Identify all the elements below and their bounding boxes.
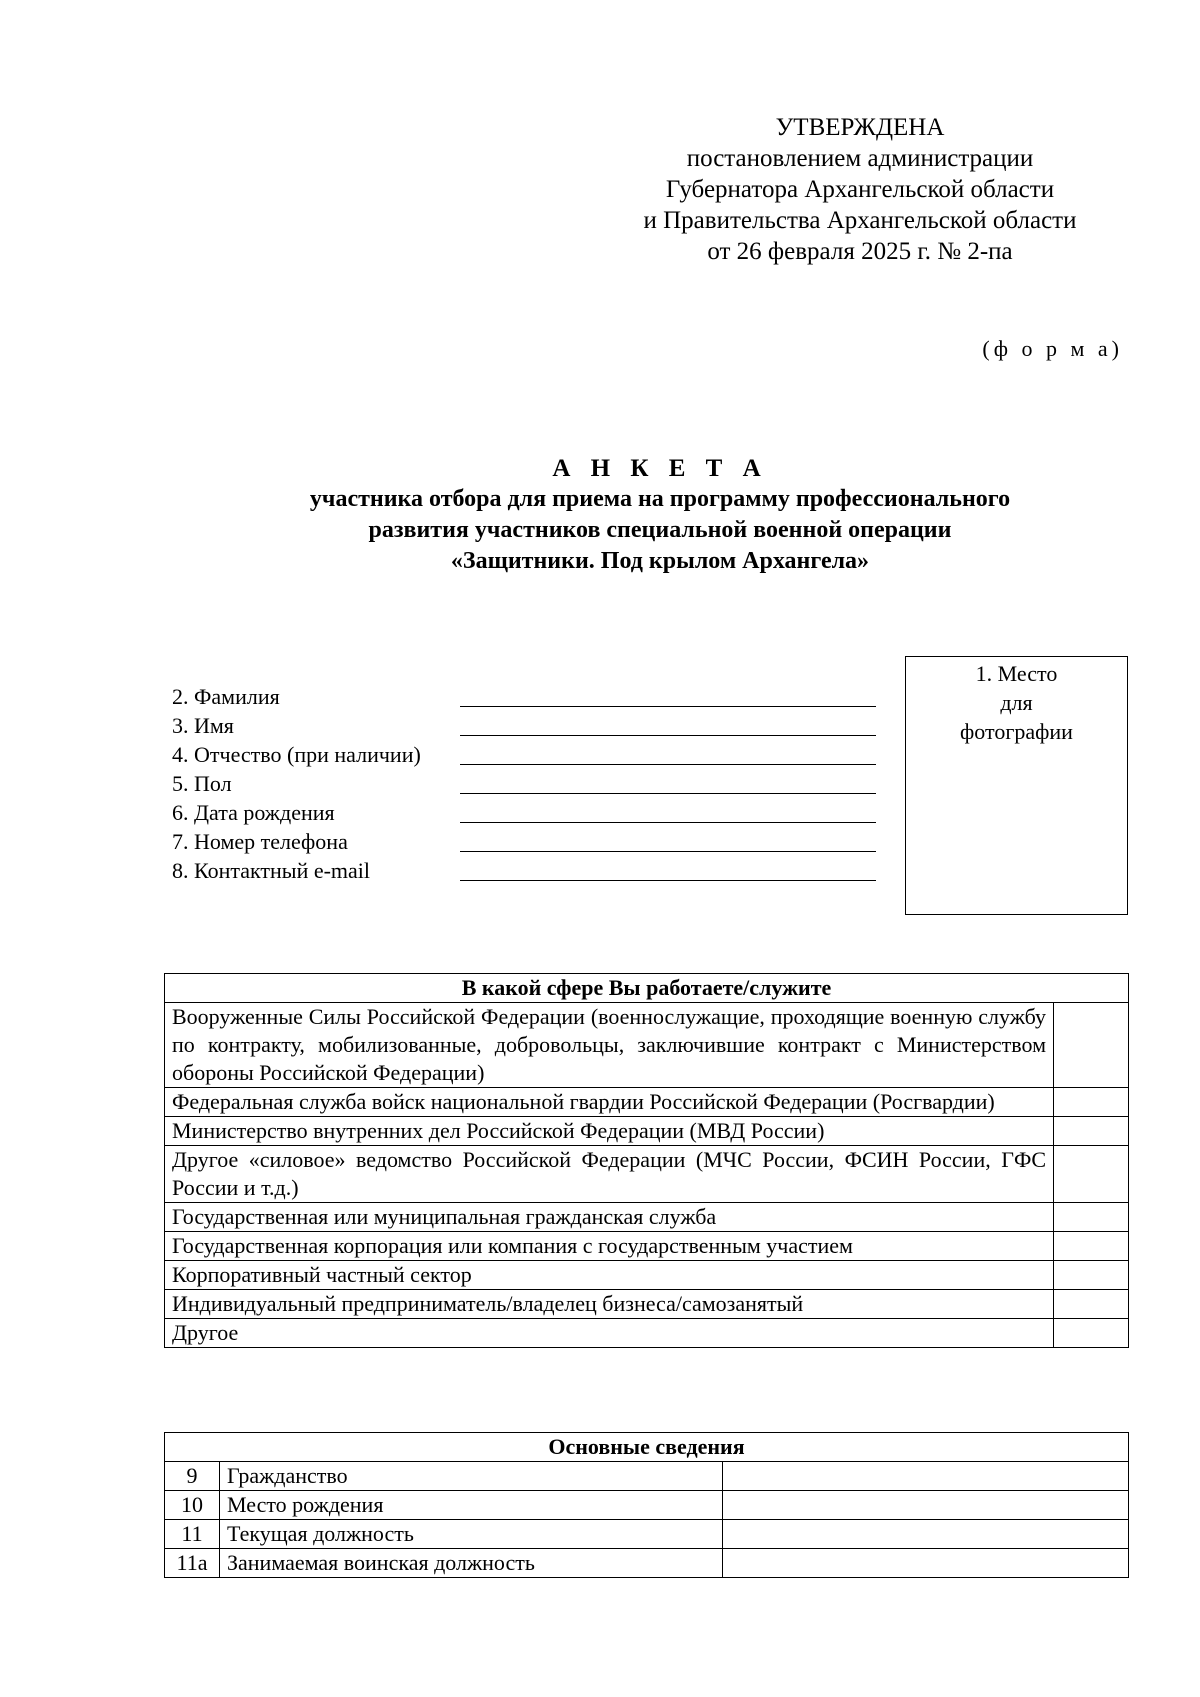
photo-label-line: 1. Место: [975, 661, 1058, 686]
field-label: 5. Пол: [172, 771, 232, 796]
row-number: 9: [165, 1462, 220, 1491]
field-row-surname: [172, 682, 421, 711]
title-line: участника отбора для приема на программу профессионального: [309, 486, 1011, 512]
sex-input-line[interactable]: [460, 793, 876, 794]
row-number: 11: [165, 1520, 220, 1549]
field-label: 7. Номер телефона: [172, 829, 348, 854]
approval-line: постановлением администрации: [686, 145, 1034, 172]
basic-table-header: Основные сведения: [165, 1433, 1129, 1462]
table-row: [165, 1549, 1129, 1578]
row-label: Место рождения: [220, 1491, 723, 1520]
sphere-option-cell[interactable]: [1054, 1146, 1129, 1203]
table-row: [165, 1003, 1129, 1088]
sphere-option-cell[interactable]: [1054, 1003, 1129, 1088]
birthdate-input-line[interactable]: [460, 822, 876, 823]
row-number: 11а: [165, 1549, 220, 1578]
table-row: [165, 1146, 1129, 1203]
field-row-birthdate: [172, 798, 421, 827]
table-row: [165, 1319, 1129, 1348]
field-label: 8. Контактный e-mail: [172, 858, 371, 883]
phone-input-line[interactable]: [460, 851, 876, 852]
title-main: А Н К Е Т А: [552, 455, 768, 482]
sphere-option-label: Другое: [165, 1319, 1054, 1348]
surname-input-line[interactable]: [460, 706, 876, 707]
field-label: 2. Фамилия: [172, 684, 280, 709]
sphere-option-label: Другое «силовое» ведомство Российской Федерации (МЧС России, ФСИН России, ГФС России и т.д.): [165, 1146, 1054, 1203]
sphere-option-label: Федеральная служба войск национальной гвардии Российской Федерации (Росгвардии): [165, 1088, 1054, 1117]
field-row-phone: [172, 827, 421, 856]
approval-block: [600, 112, 1120, 267]
table-row: [165, 1117, 1129, 1146]
sphere-option-cell[interactable]: [1054, 1261, 1129, 1290]
personal-fields: [172, 682, 421, 885]
sphere-option-cell[interactable]: [1054, 1232, 1129, 1261]
sphere-option-cell[interactable]: [1054, 1117, 1129, 1146]
sphere-option-label: Государственная корпорация или компания с государственным участием: [165, 1232, 1054, 1261]
sphere-option-label: Государственная или муниципальная гражданская служба: [165, 1203, 1054, 1232]
approval-line: и Правительства Архангельской области: [643, 207, 1077, 234]
sphere-option-cell[interactable]: [1054, 1290, 1129, 1319]
table-header-row: [165, 974, 1129, 1003]
field-row-patronymic: [172, 740, 421, 769]
sphere-table-header: В какой сфере Вы работаете/служите: [165, 974, 1129, 1003]
row-label: Гражданство: [220, 1462, 723, 1491]
sphere-table: [164, 973, 1129, 1348]
sphere-option-cell[interactable]: [1054, 1319, 1129, 1348]
military-position-value-cell[interactable]: [723, 1549, 1129, 1578]
table-row: [165, 1290, 1129, 1319]
table-header-row: [165, 1433, 1129, 1462]
approval-line: от 26 февраля 2025 г. № 2-па: [707, 238, 1013, 265]
photo-placeholder: [905, 656, 1128, 915]
table-row: [165, 1462, 1129, 1491]
sphere-option-label: Корпоративный частный сектор: [165, 1261, 1054, 1290]
table-row: [165, 1261, 1129, 1290]
name-input-line[interactable]: [460, 735, 876, 736]
table-row: [165, 1203, 1129, 1232]
row-label: Занимаемая воинская должность: [220, 1549, 723, 1578]
table-row: [165, 1491, 1129, 1520]
table-row: [165, 1232, 1129, 1261]
document-title: [160, 453, 1160, 577]
sphere-option-cell[interactable]: [1054, 1203, 1129, 1232]
title-line: «Защитники. Под крылом Архангела»: [450, 548, 870, 574]
field-label: 6. Дата рождения: [172, 800, 335, 825]
approval-line: УТВЕРЖДЕНА: [775, 114, 945, 141]
field-row-sex: [172, 769, 421, 798]
patronymic-input-line[interactable]: [460, 764, 876, 765]
field-row-name: [172, 711, 421, 740]
photo-label-line: фотографии: [960, 719, 1073, 744]
title-line: развития участников специальной военной операции: [368, 517, 952, 543]
sphere-option-label: Министерство внутренних дел Российской Федерации (МВД России): [165, 1117, 1054, 1146]
approval-line: Губернатора Архангельской области: [665, 176, 1055, 203]
form-label: (ф о р м а): [982, 336, 1123, 361]
sphere-option-label: Вооруженные Силы Российской Федерации (военнослужащие, проходящие военную службу по контракту, мобилизованные, добровольцы, заключившие контракт с Министерством обороны Российской Федерации): [165, 1003, 1054, 1088]
row-number: 10: [165, 1491, 220, 1520]
citizenship-value-cell[interactable]: [723, 1462, 1129, 1491]
table-row: [165, 1520, 1129, 1549]
birthplace-value-cell[interactable]: [723, 1491, 1129, 1520]
table-row: [165, 1088, 1129, 1117]
sphere-option-cell[interactable]: [1054, 1088, 1129, 1117]
row-label: Текущая должность: [220, 1520, 723, 1549]
field-label: 4. Отчество (при наличии): [172, 742, 421, 767]
field-row-email: [172, 856, 421, 885]
email-input-line[interactable]: [460, 880, 876, 881]
sphere-option-label: Индивидуальный предприниматель/владелец бизнеса/самозанятый: [165, 1290, 1054, 1319]
photo-label-line: для: [1000, 690, 1033, 715]
basic-info-table: [164, 1432, 1129, 1578]
current-position-value-cell[interactable]: [723, 1520, 1129, 1549]
field-label: 3. Имя: [172, 713, 234, 738]
